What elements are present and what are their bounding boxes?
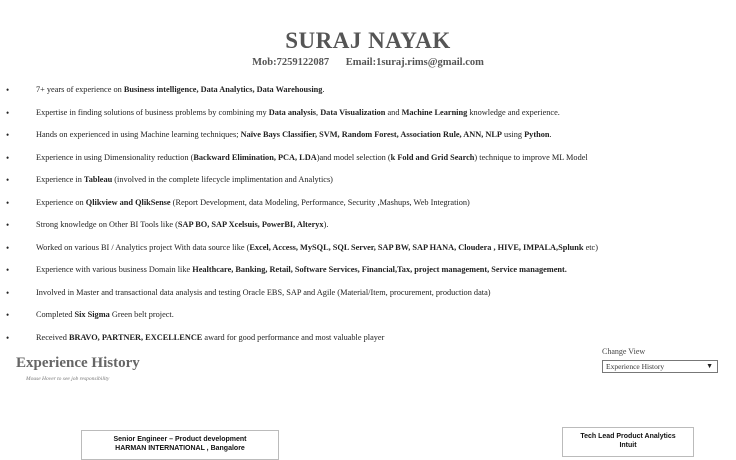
summary-text: Experience in using Dimensionality reduction (: [36, 152, 194, 162]
job-title: Senior Engineer – Product development: [113, 436, 247, 443]
summary-item: [0, 304, 736, 327]
summary-highlight: Six Sigma: [74, 310, 110, 319]
bullet-icon: •: [6, 130, 10, 140]
bullet-icon: •: [6, 152, 10, 163]
summary-text: (involved in the complete lifecycle implimentation and Analytics): [112, 175, 333, 184]
job-company: Intuit: [619, 442, 637, 449]
summary-text: Worked on various BI / Analytics project With data source like (: [36, 242, 250, 252]
summary-text: Expertise in finding solutions of business problems by combining my: [36, 107, 269, 117]
summary-highlight: Machine Learning: [401, 107, 468, 117]
summary-item: [0, 237, 736, 260]
summary-text: Experience with various business Domain like: [36, 265, 193, 274]
summary-text: Received: [36, 332, 69, 342]
summary-text: Strong knowledge on Other BI Tools like (: [36, 220, 178, 229]
mobile-number: Mob:7259122087: [252, 57, 330, 68]
summary-text: )and model selection (: [316, 152, 391, 162]
view-select-dropdown[interactable]: [602, 360, 718, 373]
contact-info: [0, 57, 736, 68]
summary-item: [0, 282, 736, 305]
summary-text: .: [322, 85, 325, 94]
summary-text: Experience in: [36, 175, 84, 184]
summary-item: [0, 214, 736, 237]
summary-highlight: Excel, Access, MySQL, SQL Server, SAP BW, SAP HANA, Cloudera , HIVE, IMPALA,Splunk: [249, 242, 584, 252]
bullet-icon: •: [6, 265, 10, 275]
summary-text: award for good performance and most valuable player: [202, 332, 385, 342]
view-select-value: Experience History: [606, 362, 665, 371]
summary-item: [0, 259, 736, 282]
summary-text: etc): [583, 242, 599, 252]
summary-highlight: Data Visualization: [320, 107, 386, 117]
summary-text: Experience on: [36, 197, 86, 207]
summary-text: ).: [323, 220, 329, 229]
summary-text: .: [549, 130, 552, 139]
email-address: Email:1suraj.rims@gmail.com: [345, 57, 484, 68]
summary-item: [0, 79, 736, 102]
summary-item: [0, 192, 736, 215]
summary-highlight: Business intelligence, Data Analytics, Data Warehousing: [123, 85, 323, 94]
summary-highlight: Healthcare, Banking, Retail, Software Services, Financial,Tax, project management, Service management.: [192, 265, 567, 274]
summary-item: [0, 124, 736, 147]
job-card-intuit[interactable]: [562, 427, 694, 457]
bullet-icon: •: [6, 107, 10, 118]
summary-highlight: SAP BO, SAP Xcelsuis, PowerBI, Alteryx: [177, 220, 324, 229]
bullet-icon: •: [6, 310, 10, 320]
hover-hint: Mouse Hover to see job responsibility: [26, 376, 110, 382]
dropdown-arrow-icon: ▼: [706, 362, 713, 370]
bullet-icon: •: [6, 175, 10, 185]
summary-text: and: [385, 107, 402, 117]
bullet-icon: •: [6, 197, 10, 208]
summary-text: Green belt project.: [109, 310, 174, 319]
summary-text: (Report Development, data Modeling, Performance, Security ,Mashups, Web Integration): [170, 197, 470, 207]
summary-list: [0, 79, 736, 349]
job-company: HARMAN INTERNATIONAL , Bangalore: [115, 445, 245, 452]
bullet-icon: •: [6, 287, 10, 298]
summary-item: [0, 102, 736, 125]
summary-highlight: Naïve Bays Classifier, SVM, Random Forest, Association Rule, ANN, NLP: [240, 130, 502, 139]
summary-text: Involved in Master and transactional data analysis and testing Oracle EBS, SAP and Agile (Material/Item, procurement, production data): [36, 287, 491, 297]
summary-highlight: Qlikview and QlikSense: [85, 197, 171, 207]
summary-text: using: [501, 130, 525, 139]
summary-text: 7+ years of experience on: [36, 85, 124, 94]
summary-item: [0, 327, 736, 350]
summary-text: ,: [316, 107, 321, 117]
job-title: Tech Lead Product Analytics: [580, 433, 676, 440]
summary-text: knowledge and experience.: [467, 107, 560, 117]
summary-item: [0, 169, 736, 192]
candidate-name: SURAJ NAYAK: [285, 28, 451, 53]
bullet-icon: •: [6, 242, 10, 253]
summary-highlight: Python: [524, 130, 550, 139]
bullet-icon: •: [6, 85, 10, 95]
bullet-icon: •: [6, 332, 10, 343]
summary-item: [0, 147, 736, 170]
summary-text: ) technique to improve ML Model: [474, 152, 588, 162]
experience-history-heading: Experience History: [16, 355, 140, 371]
bullet-icon: •: [6, 220, 10, 230]
summary-highlight: k Fold and Grid Search: [390, 152, 475, 162]
summary-highlight: BRAVO, PARTNER, EXCELLENCE: [68, 332, 203, 342]
summary-text: Hands on experienced in using Machine learning techniques;: [36, 130, 241, 139]
summary-highlight: Backward Elimination, PCA, LDA: [193, 152, 317, 162]
summary-highlight: Data analysis: [268, 107, 317, 117]
job-card-harman[interactable]: [81, 430, 279, 460]
change-view-label: Change View: [602, 347, 646, 356]
summary-text: Completed: [36, 310, 75, 319]
summary-highlight: Tableau: [83, 175, 113, 184]
